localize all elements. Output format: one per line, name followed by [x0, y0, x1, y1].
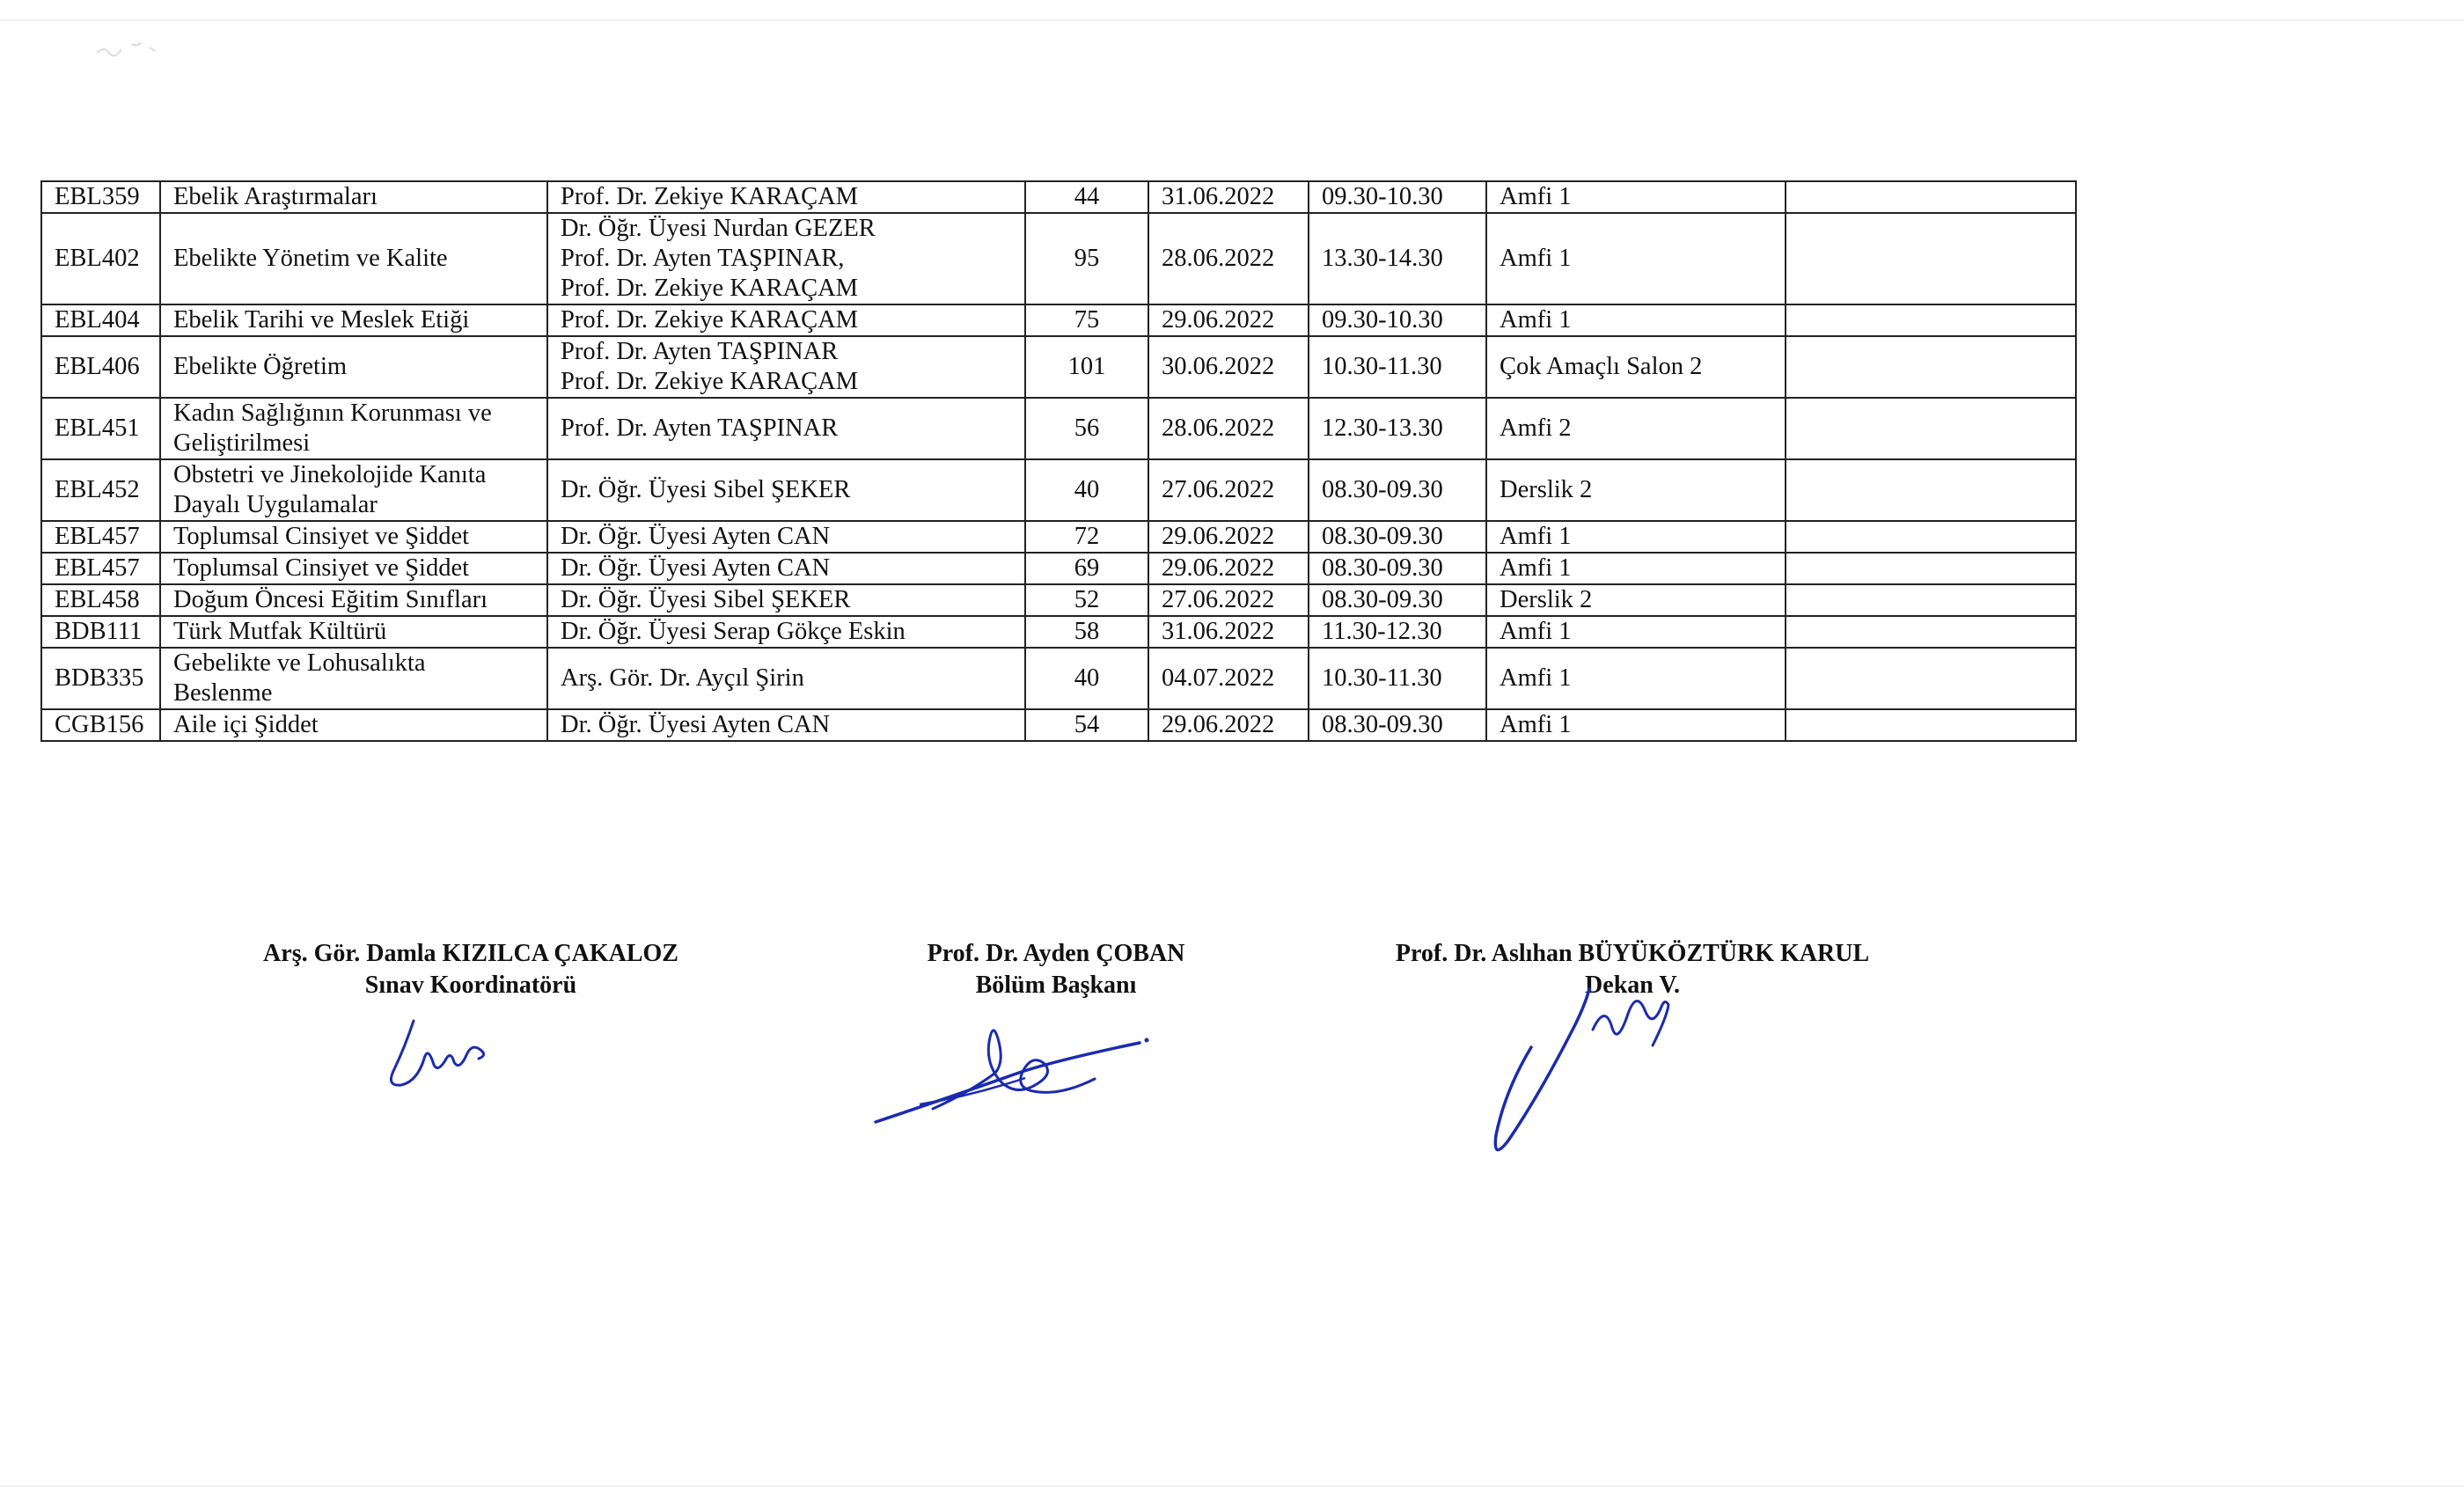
- course-name-cell-line: Geliştirilmesi: [173, 429, 311, 457]
- empty-cell: [1786, 459, 2076, 521]
- exam-room-cell: Amfi 2: [1486, 398, 1786, 459]
- course-code-cell: EBL457: [41, 521, 160, 553]
- signer-title: Sınav Koordinatörü: [364, 972, 577, 999]
- signer-title: Dekan V.: [1585, 972, 1680, 999]
- empty-cell: [1786, 648, 2076, 709]
- instructor-cell-line: Prof. Dr. Zekiye KARAÇAM: [561, 183, 859, 210]
- student-count-cell: 58: [1025, 616, 1148, 648]
- exam-date-cell: 28.06.2022: [1148, 398, 1309, 459]
- exam-room-cell: Amfi 1: [1486, 709, 1786, 741]
- instructor-cell-line: Dr. Öğr. Üyesi Serap Gökçe Eskin: [561, 618, 906, 645]
- instructor-cell-line: Prof. Dr. Ayten TAŞPINAR: [561, 338, 839, 365]
- table-row: [41, 213, 2076, 304]
- instructor-cell-line: Dr. Öğr. Üyesi Ayten CAN: [561, 554, 831, 582]
- scan-edge-bottom: [0, 1485, 2464, 1487]
- course-code-cell: EBL406: [41, 336, 160, 398]
- course-name-cell-line: Gebelikte ve Lohusalıkta: [173, 649, 426, 677]
- exam-time-cell: 09.30-10.30: [1309, 304, 1486, 336]
- empty-cell: [1786, 181, 2076, 213]
- course-name-cell-line: Ebelik Araştırmaları: [173, 183, 378, 210]
- course-code-cell: EBL404: [41, 304, 160, 336]
- exam-date-cell: 27.06.2022: [1148, 584, 1309, 616]
- course-name-cell-line: Ebelik Tarihi ve Meslek Etiği: [173, 306, 470, 334]
- student-count-cell: 40: [1025, 648, 1148, 709]
- instructor-cell-line: Prof. Dr. Zekiye KARAÇAM: [561, 275, 859, 302]
- faint-scan-mark: [88, 26, 185, 106]
- student-count-cell: 44: [1025, 181, 1148, 213]
- exam-time-cell: 12.30-13.30: [1309, 398, 1486, 459]
- instructor-cell: [547, 616, 1025, 648]
- course-name-cell-line: Obstetri ve Jinekolojide Kanıta: [173, 461, 487, 488]
- course-name-cell: [160, 459, 547, 521]
- course-name-cell-line: Ebelikte Yönetim ve Kalite: [173, 245, 448, 272]
- instructor-cell: [547, 398, 1025, 459]
- signer-name: Prof. Dr. Aslıhan BÜYÜKÖZTÜRK KARUL: [1395, 940, 1870, 967]
- student-count-cell: 101: [1025, 336, 1148, 398]
- exam-date-cell: 04.07.2022: [1148, 648, 1309, 709]
- table-row: [41, 553, 2076, 584]
- course-code-cell: BDB335: [41, 648, 160, 709]
- exam-room-cell: Amfi 1: [1486, 521, 1786, 553]
- student-count-cell: 75: [1025, 304, 1148, 336]
- instructor-cell-line: Dr. Öğr. Üyesi Nurdan GEZER: [561, 215, 876, 242]
- course-name-cell: [160, 336, 547, 398]
- exam-date-cell: 31.06.2022: [1148, 181, 1309, 213]
- signer-title: Bölüm Başkanı: [975, 972, 1137, 999]
- course-name-cell-line: Ebelikte Öğretim: [173, 353, 348, 380]
- course-code-cell: EBL458: [41, 584, 160, 616]
- exam-date-cell: 31.06.2022: [1148, 616, 1309, 648]
- exam-schedule-table: [40, 180, 2077, 742]
- instructor-cell-line: Prof. Dr. Ayten TAŞPINAR,: [561, 245, 845, 272]
- exam-room-cell: Derslik 2: [1486, 459, 1786, 521]
- exam-time-cell: 10.30-11.30: [1309, 336, 1486, 398]
- empty-cell: [1786, 521, 2076, 553]
- handwritten-signature-department-head: [867, 1003, 1166, 1135]
- course-code-cell: EBL359: [41, 181, 160, 213]
- instructor-cell: [547, 213, 1025, 304]
- instructor-cell-line: Dr. Öğr. Üyesi Sibel ŞEKER: [561, 476, 851, 503]
- empty-cell: [1786, 709, 2076, 741]
- student-count-cell: 69: [1025, 553, 1148, 584]
- signature-block-department-head: [871, 938, 1241, 1001]
- course-name-cell: [160, 213, 547, 304]
- exam-time-cell: 08.30-09.30: [1309, 521, 1486, 553]
- course-code-cell: EBL402: [41, 213, 160, 304]
- signature-block-coordinator: [216, 938, 726, 1001]
- table-row: [41, 521, 2076, 553]
- course-code-cell: EBL452: [41, 459, 160, 521]
- instructor-cell: [547, 648, 1025, 709]
- exam-room-cell: Amfi 1: [1486, 553, 1786, 584]
- course-name-cell-line: Toplumsal Cinsiyet ve Şiddet: [173, 554, 470, 582]
- instructor-cell: [547, 584, 1025, 616]
- table-row: [41, 709, 2076, 741]
- course-code-cell: EBL451: [41, 398, 160, 459]
- instructor-cell: [547, 304, 1025, 336]
- handwritten-signature-coordinator: [378, 1003, 519, 1109]
- exam-time-cell: 08.30-09.30: [1309, 584, 1486, 616]
- student-count-cell: 56: [1025, 398, 1148, 459]
- course-name-cell: [160, 648, 547, 709]
- course-name-cell: [160, 553, 547, 584]
- table-row: [41, 616, 2076, 648]
- instructor-cell-line: Dr. Öğr. Üyesi Ayten CAN: [561, 711, 831, 738]
- course-code-cell: EBL457: [41, 553, 160, 584]
- exam-date-cell: 29.06.2022: [1148, 709, 1309, 741]
- table-row: [41, 304, 2076, 336]
- exam-room-cell: Derslik 2: [1486, 584, 1786, 616]
- table-row: [41, 336, 2076, 398]
- scan-edge-top: [0, 19, 2464, 21]
- instructor-cell: [547, 181, 1025, 213]
- signer-name: Arş. Gör. Damla KIZILCA ÇAKALOZ: [263, 940, 678, 967]
- course-code-cell: BDB111: [41, 616, 160, 648]
- course-name-cell: [160, 616, 547, 648]
- instructor-cell-line: Dr. Öğr. Üyesi Sibel ŞEKER: [561, 586, 851, 613]
- exam-room-cell: Amfi 1: [1486, 648, 1786, 709]
- exam-time-cell: 09.30-10.30: [1309, 181, 1486, 213]
- instructor-cell-line: Prof. Dr. Zekiye KARAÇAM: [561, 306, 859, 334]
- table-row: [41, 648, 2076, 709]
- exam-room-cell: Amfi 1: [1486, 304, 1786, 336]
- course-name-cell-line: Toplumsal Cinsiyet ve Şiddet: [173, 523, 470, 550]
- exam-time-cell: 08.30-09.30: [1309, 553, 1486, 584]
- exam-time-cell: 10.30-11.30: [1309, 648, 1486, 709]
- empty-cell: [1786, 398, 2076, 459]
- instructor-cell: [547, 553, 1025, 584]
- course-name-cell-line: Doğum Öncesi Eğitim Sınıfları: [173, 586, 488, 613]
- exam-room-cell: Amfi 1: [1486, 616, 1786, 648]
- instructor-cell-line: Arş. Gör. Dr. Ayçıl Şirin: [561, 664, 804, 692]
- instructor-cell: [547, 521, 1025, 553]
- empty-cell: [1786, 553, 2076, 584]
- exam-date-cell: 30.06.2022: [1148, 336, 1309, 398]
- exam-time-cell: 11.30-12.30: [1309, 616, 1486, 648]
- student-count-cell: 52: [1025, 584, 1148, 616]
- exam-date-cell: 28.06.2022: [1148, 213, 1309, 304]
- student-count-cell: 95: [1025, 213, 1148, 304]
- table-row: [41, 584, 2076, 616]
- exam-room-cell: Çok Amaçlı Salon 2: [1486, 336, 1786, 398]
- course-name-cell: [160, 181, 547, 213]
- instructor-cell-line: Prof. Dr. Zekiye KARAÇAM: [561, 368, 859, 395]
- instructor-cell-line: Dr. Öğr. Üyesi Ayten CAN: [561, 523, 831, 550]
- course-name-cell-line: Beslenme: [173, 679, 273, 707]
- empty-cell: [1786, 213, 2076, 304]
- empty-cell: [1786, 304, 2076, 336]
- table-row: [41, 398, 2076, 459]
- instructor-cell: [547, 709, 1025, 741]
- exam-date-cell: 29.06.2022: [1148, 521, 1309, 553]
- empty-cell: [1786, 584, 2076, 616]
- handwritten-signature-dean: [1487, 977, 1725, 1162]
- course-name-cell: [160, 521, 547, 553]
- exam-time-cell: 13.30-14.30: [1309, 213, 1486, 304]
- course-code-cell: CGB156: [41, 709, 160, 741]
- exam-time-cell: 08.30-09.30: [1309, 459, 1486, 521]
- instructor-cell-line: Prof. Dr. Ayten TAŞPINAR: [561, 414, 839, 442]
- empty-cell: [1786, 336, 2076, 398]
- exam-date-cell: 29.06.2022: [1148, 553, 1309, 584]
- course-name-cell-line: Aile içi Şiddet: [173, 711, 319, 738]
- course-name-cell: [160, 398, 547, 459]
- table-body: [41, 181, 2076, 741]
- exam-date-cell: 27.06.2022: [1148, 459, 1309, 521]
- course-name-cell-line: Türk Mutfak Kültürü: [173, 618, 387, 645]
- course-name-cell-line: Dayalı Uygulamalar: [173, 491, 378, 518]
- course-name-cell: [160, 709, 547, 741]
- empty-cell: [1786, 616, 2076, 648]
- table-row: [41, 181, 2076, 213]
- student-count-cell: 72: [1025, 521, 1148, 553]
- course-name-cell: [160, 304, 547, 336]
- instructor-cell: [547, 336, 1025, 398]
- course-name-cell-line: Kadın Sağlığının Korunması ve: [173, 400, 492, 427]
- course-name-cell: [160, 584, 547, 616]
- student-count-cell: 54: [1025, 709, 1148, 741]
- student-count-cell: 40: [1025, 459, 1148, 521]
- signer-name: Prof. Dr. Ayden ÇOBAN: [927, 940, 1185, 967]
- table-row: [41, 459, 2076, 521]
- exam-room-cell: Amfi 1: [1486, 181, 1786, 213]
- exam-time-cell: 08.30-09.30: [1309, 709, 1486, 741]
- instructor-cell: [547, 459, 1025, 521]
- exam-room-cell: Amfi 1: [1486, 213, 1786, 304]
- exam-date-cell: 29.06.2022: [1148, 304, 1309, 336]
